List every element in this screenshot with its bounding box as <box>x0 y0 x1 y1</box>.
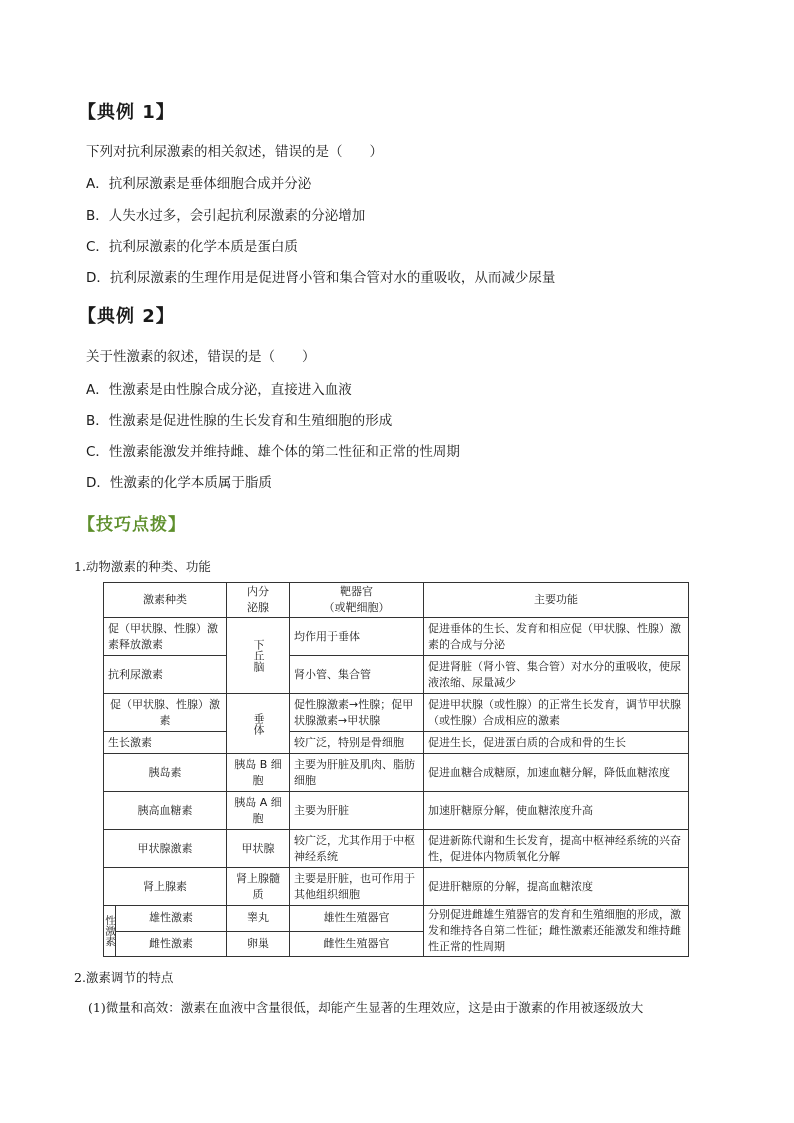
header-target-line2: （或靶细胞） <box>323 601 390 614</box>
header-target-line1: 靶器官 <box>340 585 373 598</box>
cell-function: 分别促进雌雄生殖器官的发育和生殖细胞的形成，激发和维持各自第二性征；雌性激素还能激发和维持雌性正常的性周期 <box>424 906 689 957</box>
cell-function: 促进垂体的生长、发育和相应促（甲状腺、性腺）激素的合成与分泌 <box>424 618 689 656</box>
example2-option-d: D．性激素的化学本质属于脂质 <box>86 475 272 491</box>
cell-gland: 卵巢 <box>227 931 290 957</box>
example1-question: 下列对抗利尿激素的相关叙述，错误的是（ ） <box>86 144 383 160</box>
example2-option-a: A．性激素是由性腺合成分泌，直接进入血液 <box>86 382 352 398</box>
cell-target: 肾小管、集合管 <box>290 656 424 694</box>
gland-hypothalamus: 下丘脑 <box>252 639 265 672</box>
table-row <box>104 656 689 694</box>
table-row <box>104 694 689 732</box>
cell-target: 均作用于垂体 <box>290 618 424 656</box>
cell-hormone-name: 甲状腺激素 <box>104 830 227 868</box>
cell-hormone-name: 促（甲状腺、性腺）激素释放激素 <box>104 618 227 656</box>
cell-function: 促进血糖合成糖原，加速血糖分解，降低血糖浓度 <box>424 754 689 792</box>
example2-option-c: C．性激素能激发并维持雌、雄个体的第二性征和正常的性周期 <box>86 444 460 460</box>
example1-option-d: D．抗利尿激素的生理作用是促进肾小管和集合管对水的重吸收，从而减少尿量 <box>86 270 556 286</box>
header-gland <box>227 583 290 618</box>
cell-target: 较广泛，特别是骨细胞 <box>290 732 424 754</box>
cell-function: 促进生长，促进蛋白质的合成和骨的生长 <box>424 732 689 754</box>
cell-target: 主要是肝脏，也可作用于其他组织细胞 <box>290 868 424 906</box>
cell-function: 加速肝糖原分解，使血糖浓度升高 <box>424 792 689 830</box>
cell-hormone-name: 促（甲状腺、性腺）激素 <box>104 694 227 732</box>
cell-target: 较广泛，尤其作用于中枢神经系统 <box>290 830 424 868</box>
example1-option-b: B．人失水过多，会引起抗利尿激素的分泌增加 <box>86 208 366 224</box>
cell-function: 促进新陈代谢和生长发育，提高中枢神经系统的兴奋性，促进体内物质氧化分解 <box>424 830 689 868</box>
cell-function: 促进肾脏（肾小管、集合管）对水分的重吸收，使尿液浓缩、尿量减少 <box>424 656 689 694</box>
cell-gland: 肾上腺髓质 <box>227 868 290 906</box>
cell-hormone-name: 胰高血糖素 <box>104 792 227 830</box>
cell-hormone-name: 肾上腺素 <box>104 868 227 906</box>
cell-gland <box>227 694 290 754</box>
cell-hormone-name: 生长激素 <box>104 732 227 754</box>
table-header-row <box>104 583 689 618</box>
example2-option-b: B．性激素是促进性腺的生长发育和生殖细胞的形成 <box>86 413 393 429</box>
cell-function: 促进肝糖原的分解，提高血糖浓度 <box>424 868 689 906</box>
header-gland-line1: 内分 <box>247 585 269 598</box>
gland-pituitary: 垂体 <box>252 712 265 735</box>
section2-title: 2.激素调节的特点 <box>74 970 174 985</box>
header-hormone-type: 激素种类 <box>104 583 227 618</box>
cell-target: 雌性生殖器官 <box>290 931 424 957</box>
cell-target: 雄性生殖器官 <box>290 906 424 932</box>
table-row <box>104 868 689 906</box>
table-row <box>104 906 689 932</box>
skill-tip-title: 【技巧点拨】 <box>78 515 186 535</box>
section1-title: 1.动物激素的种类、功能 <box>74 559 211 574</box>
header-function: 主要功能 <box>424 583 689 618</box>
table-row <box>104 732 689 754</box>
cell-gland: 胰岛 A 细胞 <box>227 792 290 830</box>
cell-target: 主要为肝脏及肌肉、脂肪细胞 <box>290 754 424 792</box>
header-gland-line2: 泌腺 <box>247 601 269 614</box>
cell-function: 促进甲状腺（或性腺）的正常生长发育，调节甲状腺（或性腺）合成相应的激素 <box>424 694 689 732</box>
cell-gland <box>227 618 290 694</box>
group-label-sex-hormones: 性激素 <box>104 915 116 947</box>
table-row <box>104 754 689 792</box>
example2-title: 【典例 2】 <box>78 306 175 327</box>
header-target <box>290 583 424 618</box>
cell-gland: 睾丸 <box>227 906 290 932</box>
cell-hormone-name: 雄性激素 <box>116 906 227 932</box>
hormone-table <box>103 582 689 957</box>
cell-hormone-name: 雌性激素 <box>116 931 227 957</box>
example2-question: 关于性激素的叙述，错误的是（ ） <box>86 349 316 365</box>
table-row <box>104 830 689 868</box>
example1-option-c: C．抗利尿激素的化学本质是蛋白质 <box>86 239 298 255</box>
cell-target: 促性腺激素→性腺；促甲状腺激素→甲状腺 <box>290 694 424 732</box>
cell-target: 主要为肝脏 <box>290 792 424 830</box>
cell-hormone-name: 抗利尿激素 <box>104 656 227 694</box>
cell-gland: 胰岛 B 细胞 <box>227 754 290 792</box>
example1-title: 【典例 1】 <box>78 102 175 123</box>
cell-hormone-name: 胰岛素 <box>104 754 227 792</box>
example1-option-a: A．抗利尿激素是垂体细胞合成并分泌 <box>86 176 312 192</box>
cell-group-sex-hormones <box>104 906 116 957</box>
section2-item1: (1)微量和高效：激素在血液中含量很低，却能产生显著的生理效应，这是由于激素的作用被逐级放大 <box>88 1000 644 1015</box>
cell-gland: 甲状腺 <box>227 830 290 868</box>
table-row <box>104 618 689 656</box>
table-row <box>104 792 689 830</box>
